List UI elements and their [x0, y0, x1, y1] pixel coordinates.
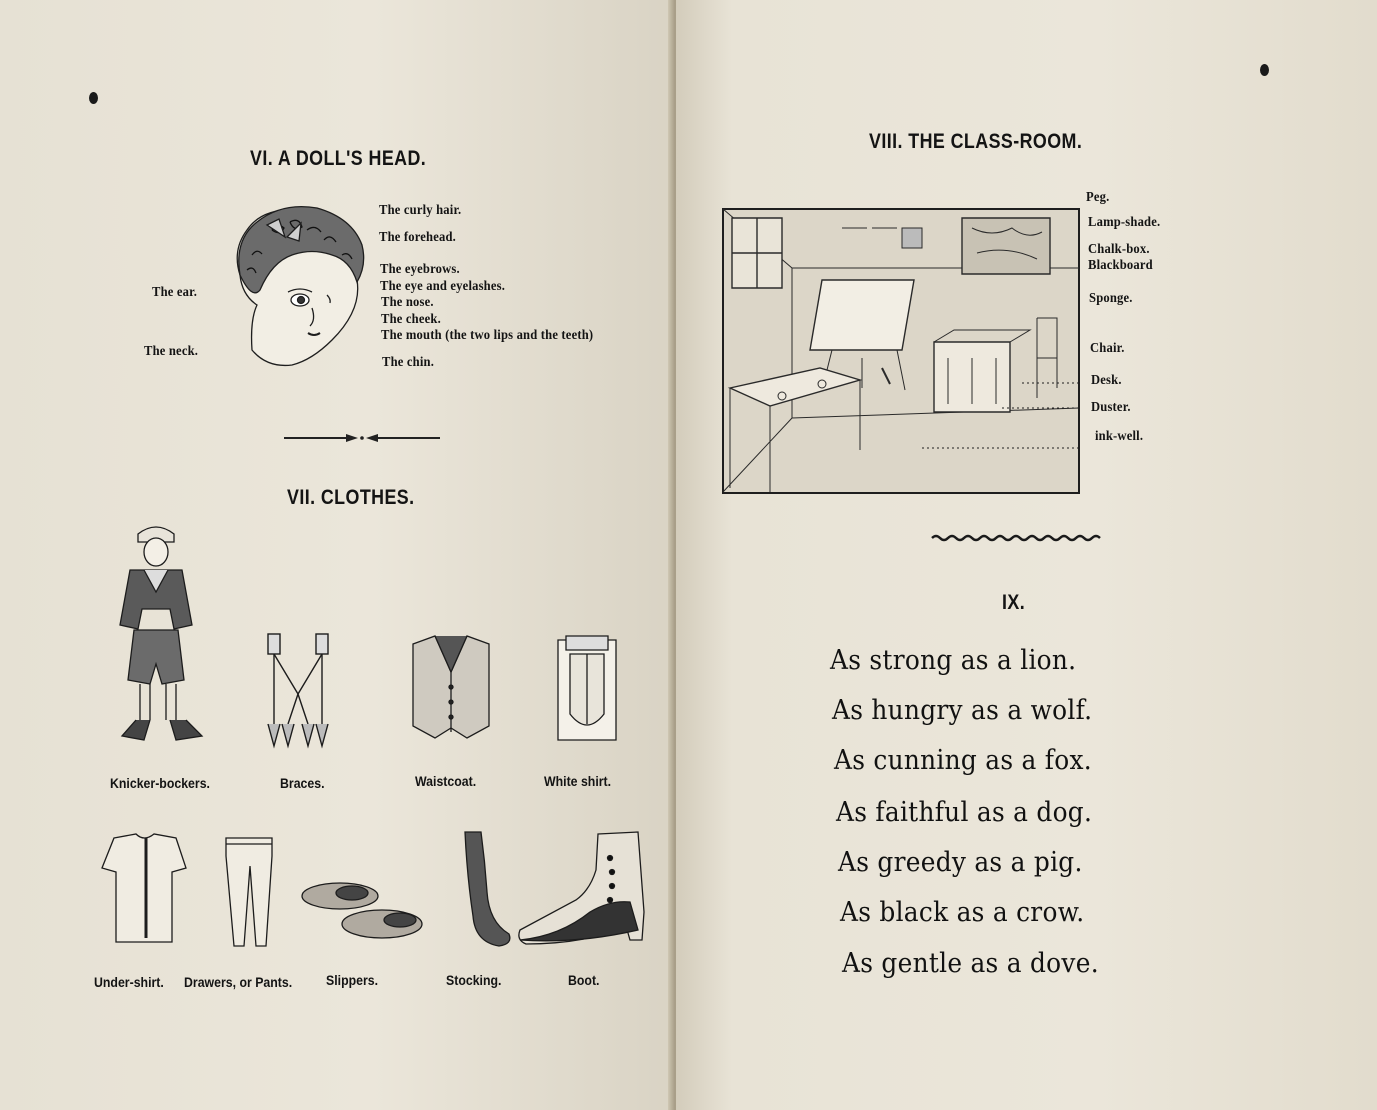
- wavy-divider: [930, 530, 1100, 544]
- under-shirt-illustration: [100, 832, 190, 947]
- label-peg: Peg.: [1086, 190, 1110, 205]
- label-eyebrows: The eyebrows.: [380, 262, 460, 277]
- white-shirt-illustration: [552, 632, 622, 762]
- label-duster: Duster.: [1091, 400, 1131, 415]
- label-cheek: The cheek.: [381, 312, 441, 327]
- boot-illustration: [514, 828, 654, 958]
- simile-line: As hungry as a wolf.: [832, 695, 1093, 726]
- right-page: [676, 0, 1377, 1110]
- classroom-heading: VIII. THE CLASS-ROOM.: [869, 130, 1083, 153]
- simile-line: As strong as a lion.: [830, 645, 1077, 676]
- braces-illustration: [258, 630, 348, 770]
- label-nose: The nose.: [381, 295, 434, 310]
- page-mark-dot: [1260, 64, 1269, 76]
- label-eye: The eye and eyelashes.: [380, 279, 506, 294]
- doll-head-heading: VI. A DOLL'S HEAD.: [250, 147, 427, 170]
- label-blackboard: Blackboard: [1088, 258, 1153, 273]
- caption-stocking: Stocking.: [446, 972, 502, 988]
- label-desk: Desk.: [1091, 373, 1122, 388]
- caption-knicker-bockers: Knicker-bockers.: [110, 775, 210, 791]
- label-mouth: The mouth (the two lips and the teeth): [381, 328, 594, 343]
- label-ear: The ear.: [152, 285, 198, 300]
- label-lamp-shade: Lamp-shade.: [1088, 215, 1161, 230]
- simile-line: As faithful as a dog.: [836, 797, 1093, 828]
- doll-head-illustration: [212, 200, 372, 380]
- caption-braces: Braces.: [280, 775, 325, 791]
- label-chair: Chair.: [1090, 341, 1125, 356]
- knicker-bockers-illustration: [100, 518, 210, 758]
- simile-line: As cunning as a fox.: [834, 745, 1092, 776]
- drawers-illustration: [220, 832, 280, 952]
- label-chin: The chin.: [382, 355, 435, 370]
- caption-slippers: Slippers.: [326, 972, 379, 988]
- caption-boot: Boot.: [568, 972, 600, 988]
- label-chalk-box: Chalk-box.: [1088, 242, 1150, 257]
- simile-line: As gentle as a dove.: [842, 948, 1099, 979]
- label-neck: The neck.: [144, 344, 199, 359]
- caption-white-shirt: White shirt.: [544, 773, 612, 789]
- label-forehead: The forehead.: [379, 230, 457, 245]
- classroom-illustration: [722, 208, 1080, 494]
- simile-line: As black as a crow.: [840, 897, 1085, 928]
- caption-drawers: Drawers, or Pants.: [184, 974, 293, 990]
- left-page: [0, 0, 676, 1110]
- waistcoat-illustration: [405, 632, 495, 752]
- ornament-divider: [284, 432, 444, 444]
- clothes-heading: VII. CLOTHES.: [287, 486, 415, 509]
- stocking-illustration: [455, 828, 515, 953]
- label-sponge: Sponge.: [1089, 291, 1133, 306]
- label-curly-hair: The curly hair.: [379, 203, 462, 218]
- slippers-illustration: [300, 876, 430, 946]
- label-ink-well: ink-well.: [1095, 429, 1144, 444]
- similes-heading: IX.: [1002, 591, 1026, 614]
- caption-under-shirt: Under-shirt.: [94, 974, 164, 990]
- caption-waistcoat: Waistcoat.: [415, 773, 477, 789]
- page-mark-dot: [89, 92, 98, 104]
- simile-line: As greedy as a pig.: [838, 847, 1083, 878]
